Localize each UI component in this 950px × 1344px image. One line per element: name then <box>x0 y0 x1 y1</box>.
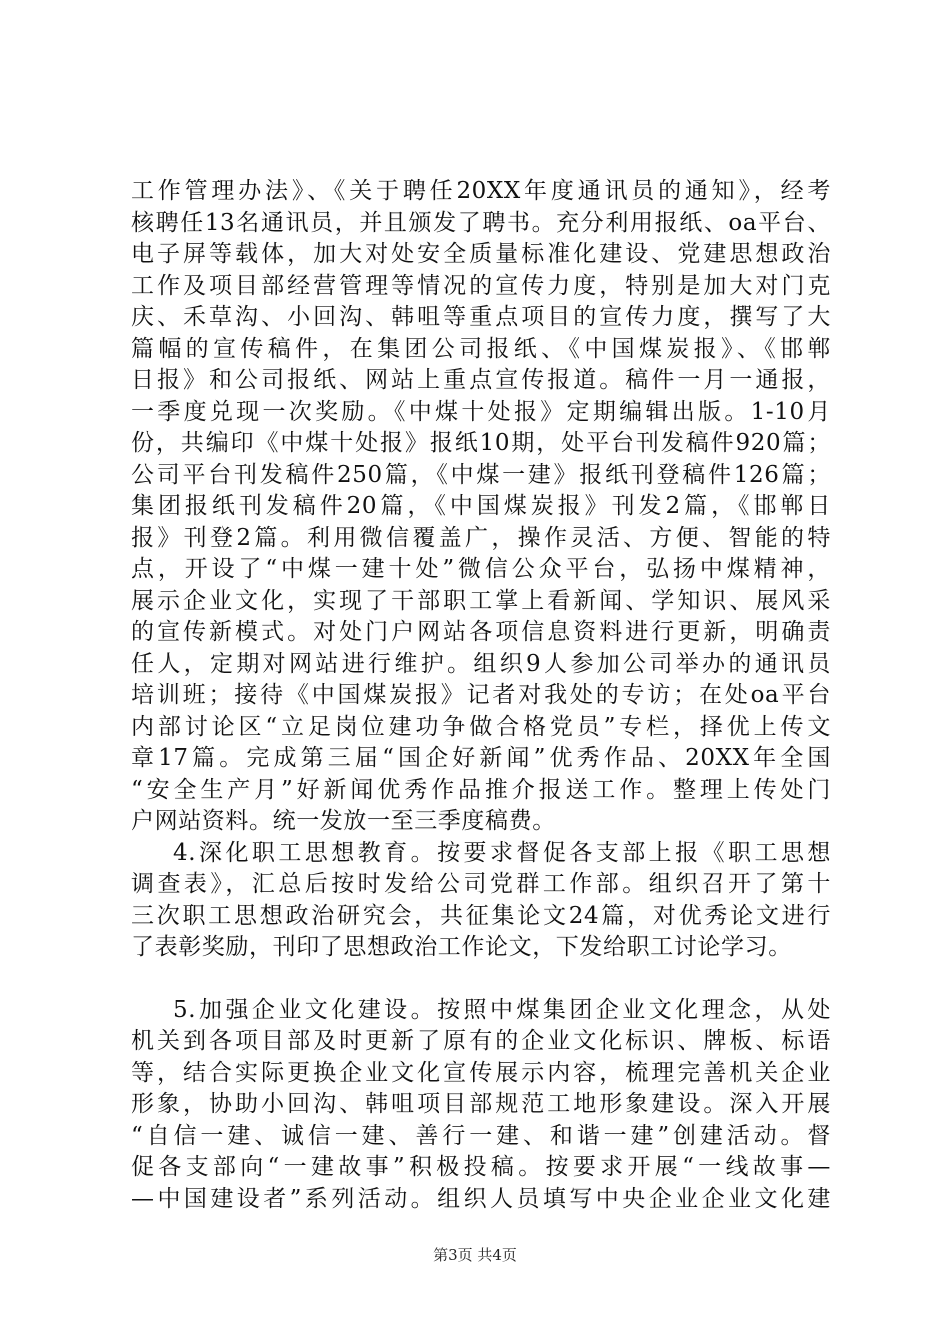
text-line: 章17篇。完成第三届“国企好新闻”优秀作品、20XX年全国 <box>131 745 831 771</box>
text-line: 内部讨论区“立足岗位建功争做合格党员”专栏，择优上传文 <box>131 713 831 740</box>
text-line: 任人，定期对网站进行维护。组织9人参加公司举办的通讯员 <box>131 650 831 677</box>
paragraph-spacer <box>131 964 831 995</box>
text-line: 展示企业文化，实现了干部职工掌上看新闻、学知识、展风采 <box>131 587 831 614</box>
text-line: 调查表》，汇总后按时发给公司党群工作部。组织召开了第十 <box>131 871 831 897</box>
paragraph-publicity <box>131 176 831 838</box>
text-line: 等，结合实际更换企业文化宣传展示内容，梳理完善机关企业 <box>131 1059 831 1086</box>
text-line: —中国建设者”系列活动。组织人员填写中央企业企业文化建 <box>131 1185 831 1212</box>
paragraph-ideology-education <box>131 838 831 964</box>
text-line: 促各支部向“一建故事”积极投稿。按要求开展“一线故事— <box>131 1154 831 1180</box>
paragraph-corporate-culture <box>131 995 831 1216</box>
text-line: 工作管理办法》、《关于聘任20XX年度通讯员的通知》，经考 <box>131 178 831 204</box>
page-number-footer: 第3页 共4页 <box>433 1246 517 1264</box>
text-line: 户网站资料。统一发放一至三季度稿费。 <box>131 808 556 834</box>
text-line: 报》刊登2篇。利用微信覆盖广，操作灵活、方便、智能的特 <box>131 524 831 551</box>
text-line: 机关到各项目部及时更新了原有的企业文化标识、牌板、标语 <box>131 1028 831 1054</box>
text-line: 电子屏等载体，加大对处安全质量标准化建设、党建思想政治 <box>131 241 831 267</box>
text-line: 核聘任13名通讯员，并且颁发了聘书。充分利用报纸、oa平台、 <box>131 209 831 236</box>
text-line: 三次职工思想政治研究会，共征集论文24篇，对优秀论文进行 <box>131 902 831 929</box>
text-line: 日报》和公司报纸、网站上重点宣传报道。稿件一月一通报， <box>131 367 831 393</box>
text-line: “安全生产月”好新闻优秀作品推介报送工作。整理上传处门 <box>131 776 831 803</box>
text-line: 形象，协助小回沟、韩咀项目部规范工地形象建设。深入开展 <box>131 1091 831 1117</box>
text-line: 5.加强企业文化建设。按照中煤集团企业文化理念，从处 <box>173 996 831 1023</box>
text-line: 份，共编印《中煤十处报》报纸10期，处平台刊发稿件920篇； <box>131 430 831 456</box>
text-line: 的宣传新模式。对处门户网站各项信息资料进行更新，明确责 <box>131 619 831 645</box>
text-line: 一季度兑现一次奖励。《中煤十处报》定期编辑出版。1-10月 <box>131 398 831 425</box>
text-line: 公司平台刊发稿件250篇，《中煤一建》报纸刊登稿件126篇； <box>131 461 831 488</box>
text-line: 篇幅的宣传稿件，在集团公司报纸、《中国煤炭报》、《邯郸 <box>131 335 831 362</box>
text-line: 集团报纸刊发稿件20篇，《中国煤炭报》刊发2篇，《邯郸日 <box>131 493 831 519</box>
text-line: 工作及项目部经营管理等情况的宣传力度，特别是加大对门克 <box>131 272 831 299</box>
text-line: “自信一建、诚信一建、善行一建、和谐一建”创建活动。督 <box>131 1122 831 1149</box>
document-body <box>131 176 831 1215</box>
text-line: 4.深化职工思想教育。按要求督促各支部上报《职工思想 <box>173 839 831 866</box>
text-line: 庆、禾草沟、小回沟、韩咀等重点项目的宣传力度，撰写了大 <box>131 304 831 330</box>
text-line: 点，开设了“中煤一建十处”微信公众平台，弘扬中煤精神， <box>131 556 831 582</box>
text-line: 培训班；接待《中国煤炭报》记者对我处的专访；在处oa平台 <box>131 682 831 708</box>
text-line: 了表彰奖励，刊印了思想政治工作论文，下发给职工讨论学习。 <box>131 934 792 960</box>
